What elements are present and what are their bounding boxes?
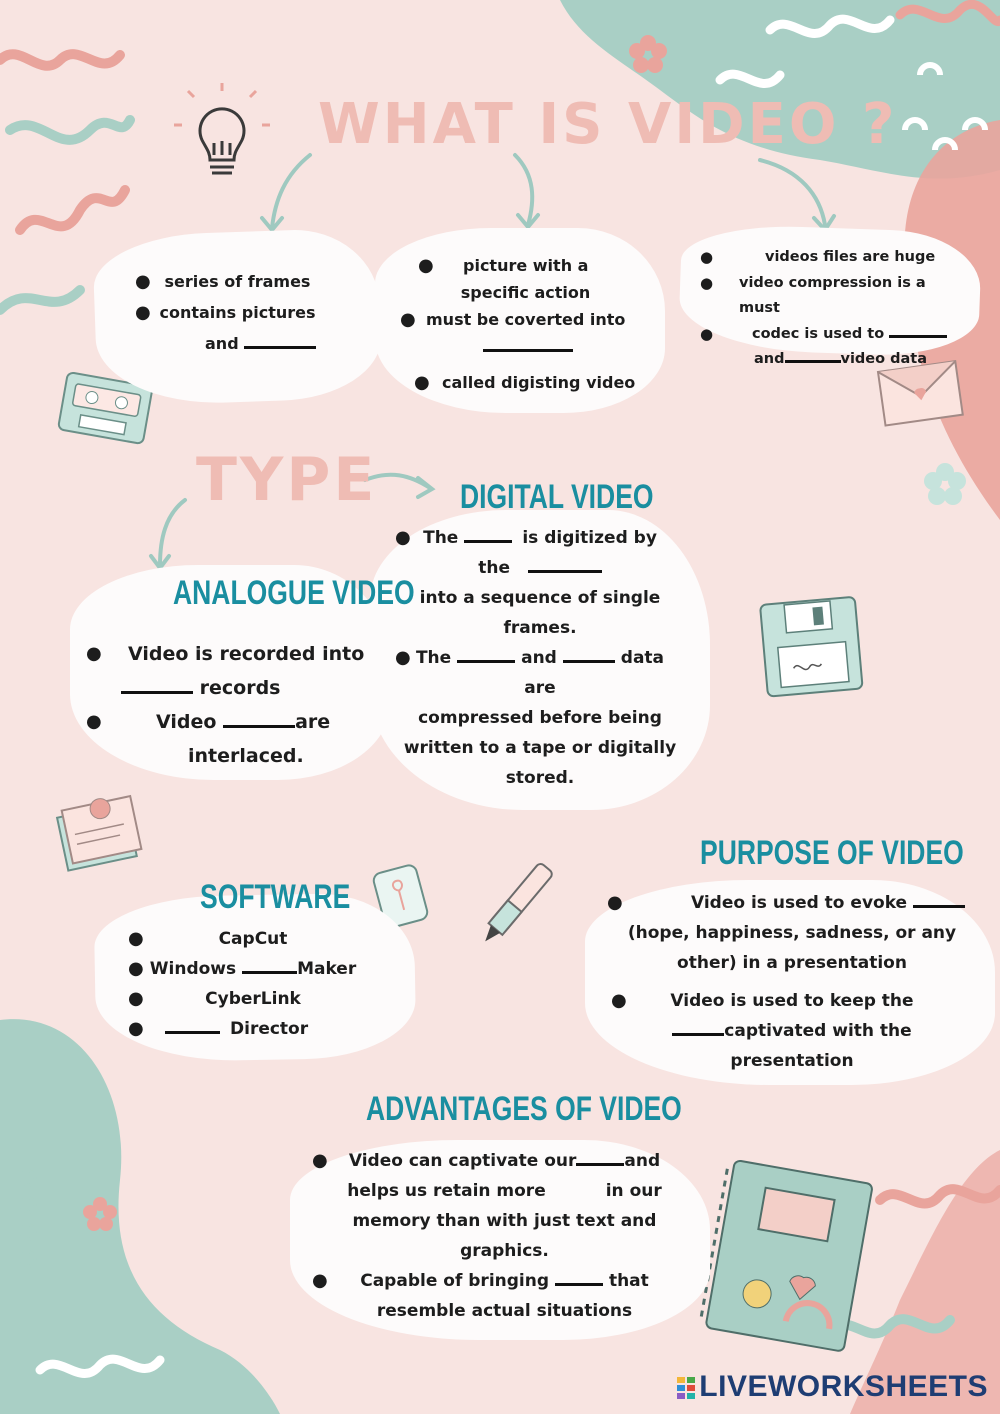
list-item-cont: interlaced.: [188, 745, 304, 767]
list-item-cont: into a sequence of single: [419, 588, 661, 608]
digital-video-title: DIGITAL VIDEO: [460, 478, 654, 516]
list-item-cont: graphics.: [460, 1241, 549, 1261]
blank-field[interactable]: [785, 347, 841, 363]
list-item-cont: frames.: [503, 618, 577, 638]
list-item: ● CyberLink: [128, 988, 301, 1009]
list-item-cont: helps us retain more in our: [347, 1181, 662, 1201]
blank-field[interactable]: [244, 332, 316, 349]
blank-field[interactable]: [121, 674, 193, 694]
digital-video-list: [395, 523, 685, 793]
lightbulb-icon: [174, 83, 270, 173]
list-item: ● videos files are huge: [700, 248, 936, 266]
liveworksheets-logo-icon: [677, 1377, 695, 1399]
squiggle-top-left-2: [10, 120, 130, 140]
blank-field[interactable]: [528, 555, 602, 573]
list-item: ● called digisting video: [414, 372, 636, 393]
software-title: SOFTWARE: [200, 878, 351, 916]
list-item: ● Video are: [86, 705, 371, 739]
list-item: and: [135, 330, 340, 357]
list-item: ● video compression is a must: [700, 273, 926, 316]
blank-field[interactable]: [457, 645, 515, 663]
list-item-cont: other) in a presentation: [677, 953, 907, 973]
blank-field[interactable]: [913, 890, 965, 908]
blank-field[interactable]: [889, 322, 947, 338]
blank-field[interactable]: [672, 1018, 724, 1036]
list-item-cont: resemble actual situations: [376, 1301, 633, 1321]
arrow-icon-2: [515, 155, 538, 227]
arrow-icon-type-left: [151, 500, 185, 568]
liveworksheets-logo: [677, 1370, 988, 1404]
list-item: ● codec is used to: [700, 322, 960, 348]
arrow-icon-3: [760, 160, 834, 230]
list-item-cont: specific action: [460, 283, 591, 302]
squiggle-top-left-4: [0, 290, 80, 310]
purpose-list: [607, 888, 977, 1076]
list-item: ● The is digitized by: [395, 523, 685, 553]
what-is-col1: [135, 268, 340, 357]
blank-field[interactable]: [483, 335, 573, 352]
teal-blob-bottom-left: [0, 1019, 280, 1414]
list-item-cont: compressed before being: [418, 708, 662, 728]
squiggle-top-left-3: [20, 190, 125, 230]
list-item-cont: the: [395, 553, 685, 583]
flower-icon-right: [924, 463, 966, 505]
blank-field[interactable]: [223, 708, 295, 728]
squiggle-top-left-1: [0, 54, 120, 66]
list-item: ● must be coverted into: [400, 309, 626, 330]
notes-icon: [55, 792, 143, 870]
arrow-icon-1: [262, 155, 310, 230]
list-item: ● Video is used to keep the: [611, 990, 914, 1011]
list-item-cont: and video data: [700, 347, 960, 373]
list-item: ● Video can captivate our and: [312, 1146, 697, 1176]
analogue-video-list: [86, 637, 371, 773]
list-item: ● picture with a: [418, 255, 589, 276]
software-list: [128, 924, 378, 1044]
list-item: ● Director: [128, 1014, 378, 1044]
blank-field[interactable]: [563, 645, 615, 663]
list-item: ● CapCut: [128, 928, 288, 949]
list-item: ● Video is used to evoke: [607, 888, 977, 918]
list-item: ● contains pictures: [135, 302, 316, 323]
analogue-video-title: ANALOGUE VIDEO: [173, 574, 415, 612]
list-item: ● Windows Maker: [128, 954, 378, 984]
list-item: ● series of frames: [135, 271, 311, 292]
list-item-cont: presentation: [730, 1051, 854, 1071]
what-is-col3: [700, 245, 960, 373]
list-item: ● The and data: [395, 643, 685, 673]
advantages-list: [312, 1146, 697, 1326]
page-title: WHAT IS VIDEO ?: [318, 92, 898, 157]
list-item-cont: captivated with the: [607, 1016, 977, 1046]
purpose-of-video-title: PURPOSE OF VIDEO: [700, 834, 964, 872]
list-item-cont: [398, 333, 653, 365]
what-is-col2: [398, 252, 653, 396]
blank-field[interactable]: [576, 1148, 624, 1166]
list-item-cont: (hope, happiness, sadness, or any: [627, 923, 957, 943]
list-item-cont: stored.: [505, 768, 575, 788]
floppy-disk-icon: [760, 597, 863, 697]
list-item-cont: are: [524, 678, 556, 698]
brand-text: LIVEWORKSHEETS: [699, 1370, 988, 1403]
list-item: ● Capable of bringing that: [312, 1266, 697, 1296]
list-item: ● Video is recorded into: [86, 643, 365, 665]
pen-icon: [478, 862, 553, 947]
list-item-cont: records: [86, 671, 371, 705]
blank-field[interactable]: [464, 525, 512, 543]
list-item-cont: memory than with just text and: [352, 1211, 657, 1231]
blank-field[interactable]: [555, 1268, 603, 1286]
blank-field[interactable]: [165, 1016, 220, 1034]
notebook-icon: [700, 1159, 873, 1352]
blank-field[interactable]: [242, 956, 297, 974]
type-title: TYPE: [196, 445, 378, 515]
advantages-of-video-title: ADVANTAGES OF VIDEO: [366, 1090, 682, 1128]
list-item-cont: written to a tape or digitally: [403, 738, 677, 758]
